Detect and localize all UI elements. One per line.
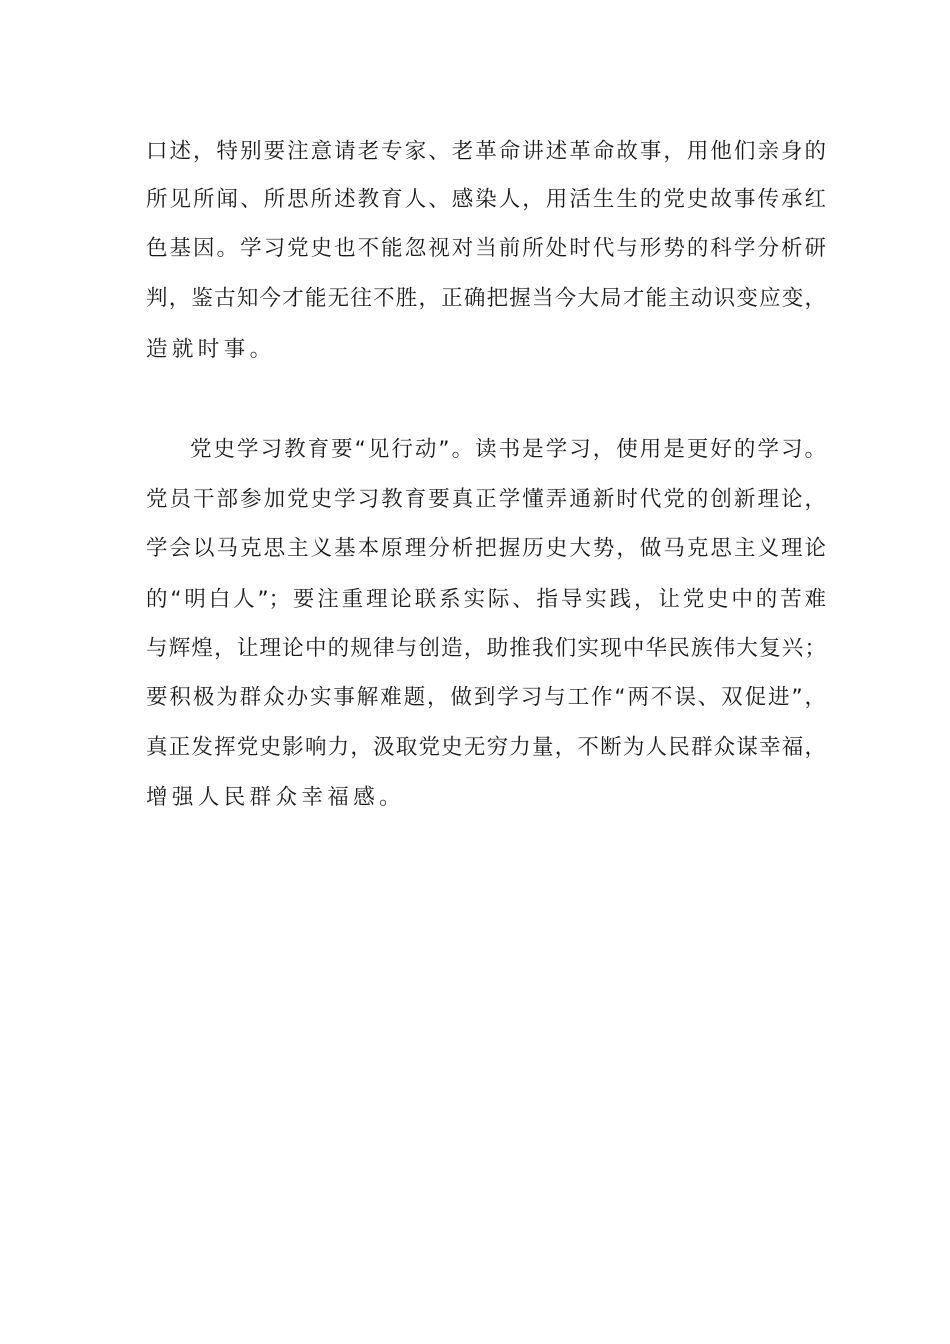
paragraph-line: 色基因。学习党史也不能忽视对当前所处时代与形势的科学分析研 [146,236,826,261]
paragraph-line: 学会以马克思主义基本原理分析把握历史大势，做马克思主义理论 [146,536,826,561]
paragraph-line: 与辉煌，让理论中的规律与创造，助推我们实现中华民族伟大复兴； [146,636,826,661]
paragraph-line: 的“明白人”；要注重理论联系实际、指导实践，让党史中的苦难 [146,587,826,612]
paragraph-line: 党员干部参加党史学习教育要真正学懂弄通新时代党的创新理论， [146,487,826,512]
paragraph-line: 口述，特别要注意请老专家、老革命讲述革命故事，用他们亲身的 [146,139,826,164]
paragraph-line: 判，鉴古知今才能无往不胜，正确把握当今大局才能主动识变应变， [146,286,826,311]
paragraph-line: 党史学习教育要“见行动”。读书是学习，使用是更好的学习。 [190,437,826,462]
paragraph-line: 真正发挥党史影响力，汲取党史无穷力量，不断为人民群众谋幸福， [146,735,826,760]
paragraph-line: 要积极为群众办实事解难题，做到学习与工作“两不误、双促进”， [146,685,826,710]
paragraph-line: 造就时事。 [146,337,276,362]
paragraph-line: 所见所闻、所思所述教育人、感染人，用活生生的党史故事传承红 [146,187,826,212]
paragraph-line: 增强人民群众幸福感。 [146,785,406,810]
